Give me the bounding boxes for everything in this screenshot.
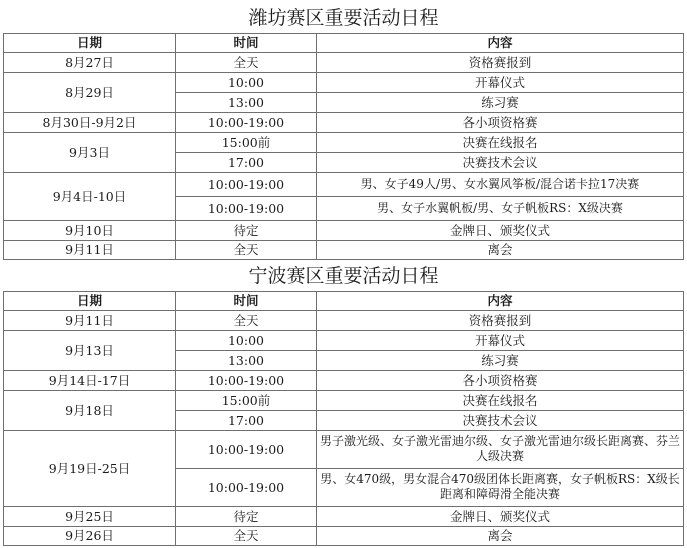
time-cell: 10:00-19:00	[176, 370, 317, 390]
date-cell: 9月10日	[4, 220, 176, 240]
content-cell: 离会	[317, 526, 684, 545]
content-cell: 金牌日、颁奖仪式	[317, 220, 684, 240]
section-title: 宁波赛区重要活动日程	[4, 263, 684, 291]
content-cell: 离会	[317, 240, 684, 259]
content-cell: 练习赛	[317, 350, 684, 370]
time-cell: 待定	[176, 506, 317, 526]
weifang-schedule-table	[3, 5, 684, 260]
date-cell: 9月14日-17日	[4, 370, 176, 390]
date-cell: 9月4日-10日	[4, 172, 176, 220]
header-date: 日期	[4, 33, 176, 52]
time-cell: 15:00前	[176, 132, 317, 152]
time-cell: 全天	[176, 240, 317, 259]
date-cell: 9月11日	[4, 240, 176, 259]
content-cell: 资格赛报到	[317, 52, 684, 72]
time-cell: 10:00	[176, 330, 317, 350]
content-cell: 决赛在线报名	[317, 132, 684, 152]
time-cell: 13:00	[176, 350, 317, 370]
content-cell: 开幕仪式	[317, 330, 684, 350]
content-cell: 金牌日、颁奖仪式	[317, 506, 684, 526]
time-cell: 10:00-19:00	[176, 112, 317, 132]
date-cell: 9月11日	[4, 310, 176, 330]
time-cell: 17:00	[176, 152, 317, 172]
time-cell: 17:00	[176, 410, 317, 430]
date-cell: 9月26日	[4, 526, 176, 545]
time-cell: 待定	[176, 220, 317, 240]
content-cell: 开幕仪式	[317, 72, 684, 92]
date-cell: 9月19日-25日	[4, 430, 176, 506]
time-cell: 15:00前	[176, 390, 317, 410]
date-cell: 9月18日	[4, 390, 176, 430]
header-time: 时间	[176, 291, 317, 310]
time-cell: 10:00-19:00	[176, 172, 317, 196]
date-cell: 8月30日-9月2日	[4, 112, 176, 132]
header-date: 日期	[4, 291, 176, 310]
time-cell: 10:00-19:00	[176, 430, 317, 468]
time-cell: 全天	[176, 526, 317, 545]
content-cell: 男、女子水翼帆板/男、女子帆板RS：X级决赛	[317, 196, 684, 220]
time-cell: 13:00	[176, 92, 317, 112]
content-cell: 男、女子49人/男、女水翼风筝板/混合诺卡拉17决赛	[317, 172, 684, 196]
time-cell: 10:00	[176, 72, 317, 92]
content-cell: 各小项资格赛	[317, 112, 684, 132]
section-title: 潍坊赛区重要活动日程	[4, 5, 684, 33]
content-cell: 男、女470级，男女混合470级团体长距离赛，女子帆板RS：X级长距离和障碍滑全能决赛	[317, 468, 684, 506]
content-cell: 各小项资格赛	[317, 370, 684, 390]
content-cell: 决赛在线报名	[317, 390, 684, 410]
content-cell: 男子激光级、女子激光雷迪尔级、女子激光雷迪尔级长距离赛、芬兰人级决赛	[317, 430, 684, 468]
time-cell: 全天	[176, 310, 317, 330]
date-cell: 9月13日	[4, 330, 176, 370]
content-cell: 资格赛报到	[317, 310, 684, 330]
content-cell: 练习赛	[317, 92, 684, 112]
date-cell: 8月27日	[4, 52, 176, 72]
date-cell: 8月29日	[4, 72, 176, 112]
time-cell: 10:00-19:00	[176, 196, 317, 220]
header-content: 内容	[317, 33, 684, 52]
header-content: 内容	[317, 291, 684, 310]
date-cell: 9月25日	[4, 506, 176, 526]
content-cell: 决赛技术会议	[317, 410, 684, 430]
header-time: 时间	[176, 33, 317, 52]
time-cell: 10:00-19:00	[176, 468, 317, 506]
date-cell: 9月3日	[4, 132, 176, 172]
ningbo-schedule-table	[3, 263, 684, 546]
time-cell: 全天	[176, 52, 317, 72]
content-cell: 决赛技术会议	[317, 152, 684, 172]
